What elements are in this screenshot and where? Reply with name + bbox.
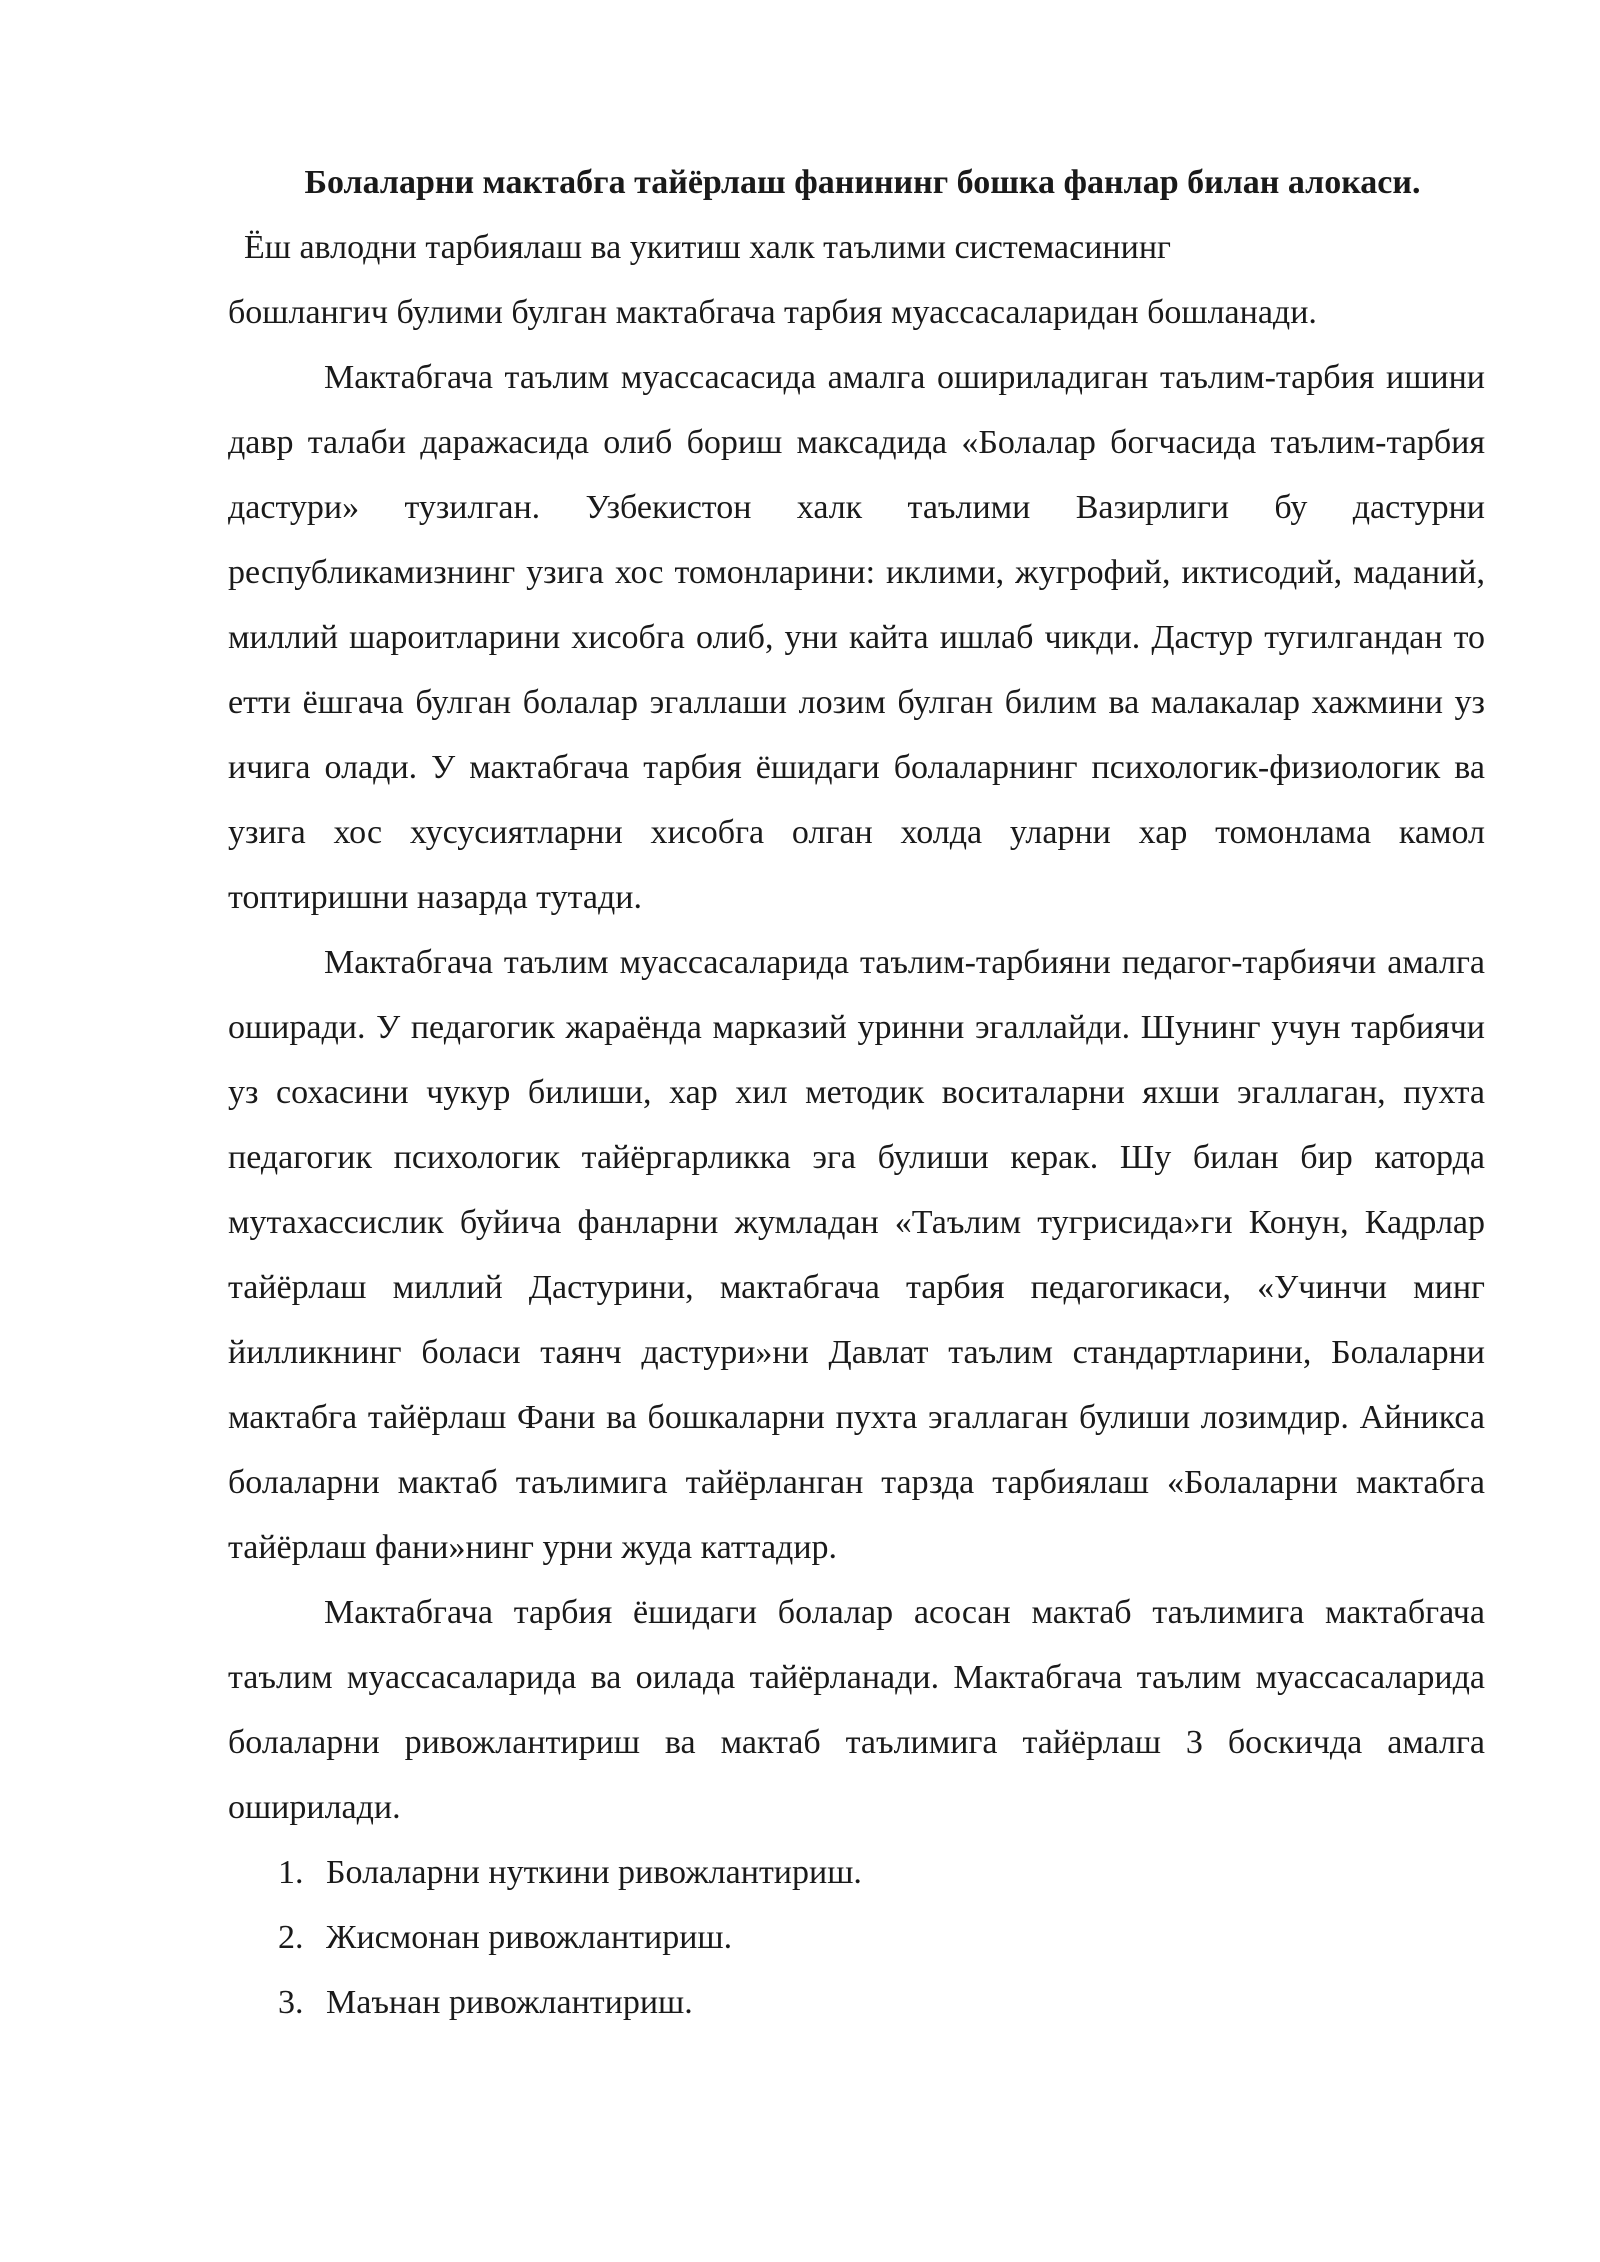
- list-item-text: Болаларни нуткини ривожлантириш.: [326, 1854, 862, 1891]
- list-item-text: Жисмонан ривожлантириш.: [326, 1919, 733, 1956]
- intro-line-1: Ёш авлодни тарбиялаш ва укитиш халк таълими системасининг: [244, 229, 1171, 266]
- list-item-text: Маънан ривожлантириш.: [326, 1984, 693, 2021]
- document-title: Болаларни мактабга тайёрлаш фанининг бошка фанлар билан алокаси.: [304, 164, 1421, 201]
- list-item: [278, 1970, 1485, 2035]
- intro-line-2: бошлангич булими булган мактабгача тарбия муассасаларидан бошланади.: [228, 294, 1317, 331]
- list-item: [278, 1840, 1485, 1905]
- list-item-number: 3.: [278, 1984, 304, 2021]
- paragraph-stages: Мактабгача тарбия ёшидаги болалар асосан мактаб таълимига мактабгача таълим муассасаларида ва оилада тайёрланади. Мактабгача таълим муассасаларида болаларни ривожлантириш ва мактаб таълимига тайёрлаш 3 боскичда амалга оширилади.: [228, 1594, 1485, 1826]
- list-item-number: 2.: [278, 1919, 304, 1956]
- list-item-number: 1.: [278, 1854, 304, 1891]
- document-body: [228, 150, 1485, 2035]
- list-item: [278, 1905, 1485, 1970]
- paragraph-curriculum: Мактабгача таълим муассасасида амалга ошириладиган таълим-тарбия ишини давр талаби даражасида олиб бориш максадида «Болалар богчасида таълим-тарбия дастури» тузилган. Узбекистон халк таълими Вазирлиги бу дастурни республикамизнинг узига хос томонларини: иклими, жугрофий, иктисодий, маданий, миллий шароитларини хисобга олиб, уни кайта ишлаб чикди. Дастур тугилгандан то етти ёшгача булган болалар эгаллаши лозим булган билим ва малакалар хажмини уз ичига олади. У мактабгача тарбия ёшидаги болаларнинг психологик-физиологик ва узига хос хусусиятларни хисобга олган холда уларни хар томонлама камол топтиришни назарда тутади.: [228, 359, 1485, 916]
- stages-list: [228, 1840, 1485, 2035]
- paragraph-educator: Мактабгача таълим муассасаларида таълим-тарбияни педагог-тарбиячи амалга оширади. У педагогик жараёнда марказий уринни эгаллайди. Шунинг учун тарбиячи уз сохасини чукур билиши, хар хил методик воситаларни яхши эгаллаган, пухта педагогик психологик тайёргарликка эга булиши керак. Шу билан бир каторда мутахассислик буйича фанларни жумладан «Таълим тугрисида»ги Конун, Кадрлар тайёрлаш миллий Дастурини, мактабгача тарбия педагогикаси, «Учинчи минг йилликнинг боласи таянч дастури»ни Давлат таълим стандартларини, Болаларни мактабга тайёрлаш Фани ва бошкаларни пухта эгаллаган булиши лозимдир. Айникса болаларни мактаб таълимига тайёрланган тарзда тарбиялаш «Болаларни мактабга тайёрлаш фани»нинг урни жуда каттадир.: [228, 944, 1485, 1566]
